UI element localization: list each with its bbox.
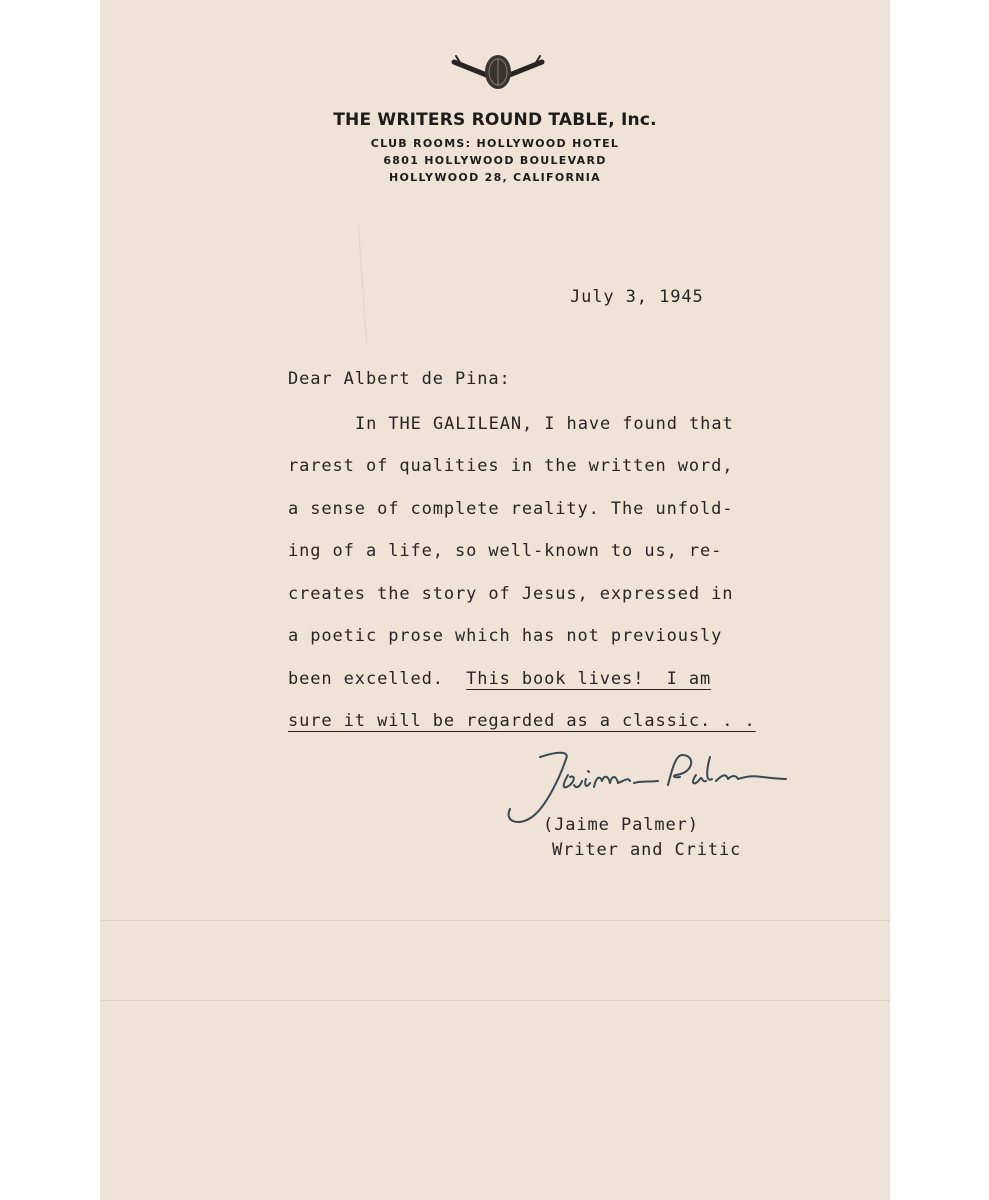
letter-paper — [100, 0, 890, 1200]
fold-line — [100, 1000, 890, 1001]
body-text: been excelled. — [288, 669, 467, 689]
body-line: rarest of qualities in the written word, — [288, 456, 734, 476]
body-line: In THE GALILEAN, I have found that — [355, 414, 734, 434]
letterhead-address-line: CLUB ROOMS: HOLLYWOOD HOTEL — [370, 137, 620, 150]
paper-crease — [358, 225, 367, 345]
underlined-text: This book lives! I am — [466, 669, 712, 689]
letter-date: July 3, 1945 — [570, 287, 704, 307]
letterhead-title: THE WRITERS ROUND TABLE, Inc. — [333, 110, 657, 130]
body-line: creates the story of Jesus, expressed in — [288, 584, 734, 604]
signatory-title: Writer and Critic — [552, 840, 742, 860]
body-line: a sense of complete reality. The unfold- — [288, 499, 734, 519]
body-line: a poetic prose which has not previously — [288, 626, 723, 646]
letter-salutation: Dear Albert de Pina: — [288, 369, 511, 389]
body-line — [288, 669, 711, 689]
body-line: ing of a life, so well-known to us, re- — [288, 541, 723, 561]
fold-line — [100, 920, 890, 921]
signatory-name: (Jaime Palmer) — [543, 815, 699, 835]
letterhead-address-line: HOLLYWOOD 28, CALIFORNIA — [389, 171, 601, 184]
round-table-emblem-icon — [448, 50, 548, 92]
letterhead-address-line: 6801 HOLLYWOOD BOULEVARD — [383, 154, 607, 167]
body-line-underlined: sure it will be regarded as a classic. . . — [288, 711, 756, 731]
